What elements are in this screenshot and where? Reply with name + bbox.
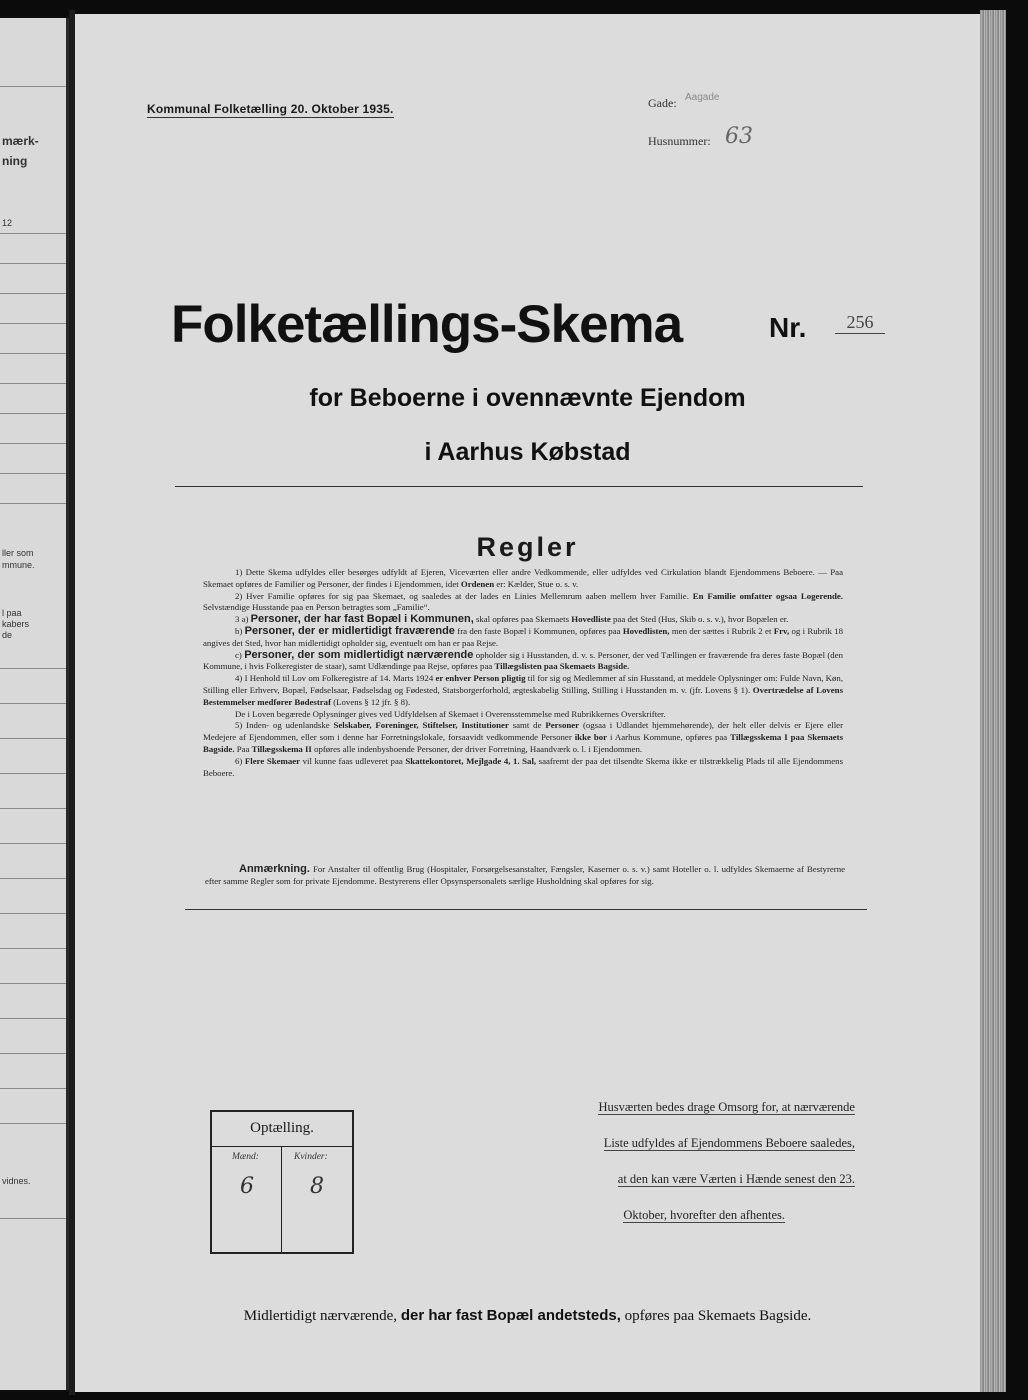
divider-bottom bbox=[185, 909, 867, 910]
husnummer-value: 63 bbox=[725, 124, 753, 149]
footer-note: Midlertidigt nærværende, der har fast Bopæl andetsteds, opføres paa Skemaets Bagside. bbox=[243, 1307, 812, 1324]
rule-3c: c) Personer, der som midlertidigt nærværende opholder sig i Husstanden, d. v. s. Personer, der ved Tællingen er fraværende fra deres faste Bopæl (den Kommune, i hvis Folkeregister de staar), samt Udlændinge paa Rejse, opføres paa Tillægslisten paa Skemaets Bagside. bbox=[203, 648, 843, 672]
optaelling-title: Optælling. bbox=[250, 1120, 314, 1136]
rule-6: 6) Flere Skemaer vil kunne faas udleveret paa Skattekontoret, Mejlgade 4, 1. Sal, saafremt der paa det tilsendte Skema ikke er tilstrækkelig Plads til alle Ejendommens Beboere. bbox=[203, 755, 843, 778]
rules-heading: Regler bbox=[476, 532, 579, 562]
left-fragment-text: kabers bbox=[2, 619, 30, 629]
page-stack-edge bbox=[980, 10, 1006, 1392]
notice-line-1: Husværten bedes drage Omsorg for, at nærværende bbox=[598, 1100, 855, 1114]
left-fragment-text: ller som bbox=[2, 548, 34, 558]
notice-line-2: Liste udfyldes af Ejendommens Beboere saaledes, bbox=[603, 1136, 855, 1150]
divider-top bbox=[175, 486, 863, 487]
kvinder-label: Kvinder: bbox=[294, 1152, 328, 1162]
left-fragment-text: de bbox=[2, 630, 13, 640]
left-fragment-text: 12 bbox=[2, 218, 13, 228]
rule-3b: b) Personer, der er midlertidigt fraværende fra den faste Bopæl i Kommunen, opføres paa Hovedlisten, men der sættes i Rubrik 2 et Frv, og i Rubrik 18 angives det Sted, hvor han midlertidigt opholder sig, eventuelt om han er paa Rejse. bbox=[203, 624, 843, 648]
optaelling-box bbox=[210, 1110, 354, 1254]
rule-2: 2) Hver Familie opføres for sig paa Skemaet, og saaledes at der lades en Linies Mellemrum aaben mellem hver Familie. En Familie omfatter ogsaa Logerende. Selvstændige Husstande paa en Person betragtes som „Familie“. bbox=[203, 590, 843, 613]
left-fragment-text: mærk- bbox=[2, 134, 39, 148]
census-header-line: Kommunal Folketælling 20. Oktober 1935. bbox=[147, 102, 394, 116]
rule-3a: 3 a) Personer, der har fast Bopæl i Kommunen, skal opføres paa Skemaets Hovedliste paa det Sted (Hus, Skib o. s. v.), hvor Bopælen er. bbox=[235, 613, 789, 626]
kvinder-count: 8 bbox=[310, 1174, 324, 1199]
left-page-fragment bbox=[0, 18, 69, 1390]
form-subtitle-1: for Beboerne i ovennævnte Ejendom bbox=[309, 384, 746, 412]
gade-label: Gade: bbox=[648, 96, 677, 110]
anmaerkning-label: Anmærkning. bbox=[239, 863, 310, 875]
form-title: Folketællings-Skema bbox=[171, 295, 683, 354]
rule-1: 1) Dette Skema udfyldes eller besørges udfyldt af Ejeren, Viceværten eller andre Vedkommende, eller udfyldes ved Cirkulation blandt Ejendommens Beboere. — Paa Skemaet opføres de Familier og Personer, der findes i Ejendommen, idet Ordenen er: Kælder, Stue o. s. v. bbox=[203, 567, 843, 589]
husnummer-label: Husnummer: bbox=[648, 134, 711, 148]
form-subtitle-2: i Aarhus Købstad bbox=[424, 438, 631, 466]
rule-4: 4) I Henhold til Lov om Folkeregistre af 14. Marts 1924 er enhver Person pligtig til for sig og Medlemmer af sin Husstand, at meddele Oplysninger om: Fulde Navn, Køn, Stilling eller Erhverv, Bopæl, Fødselsaar, Fødselsdag og Fødested, Statsborgerforhold, ægteskabelig Stilling, Stilling i Husstanden m. v. (jfr. Lovens § 1). Overtrædelse af Lovens Bestemmelser medfører Bødestraf (Lovens § 12 jfr. § 8). bbox=[203, 673, 844, 707]
rule-5: 5) Inden- og udenlandske Selskaber, Foreninger, Stiftelser, Institutioner samt de Personer (ogsaa i Udlandet hjemmehørende), der helt eller delvis er Ejere eller Medejere af Ejendommen, eller som i denne har Forretningslokale, forsaavidt vedkommende Personer ikke bor i Aarhus Kommune, opføres paa Tillægsskema I paa Skemaets Bagside. Paa Tillægsskema II opføres alle indenbysboende Personer, der driver Forretning, Haandværk o. l. i Ejendommen. bbox=[203, 720, 844, 754]
gade-value: Aagade bbox=[685, 92, 720, 103]
maend-label: Mænd: bbox=[232, 1152, 259, 1162]
census-form-page bbox=[75, 14, 980, 1392]
form-number: 256 bbox=[835, 312, 885, 334]
notice-line-3: at den kan være Værten i Hænde senest den 23. bbox=[617, 1172, 855, 1186]
rule-4-note: De i Loven begærede Oplysninger gives ved Udfyldelsen af Skemaet i Overensstemmelse med Rubrikkernes Overskrifter. bbox=[235, 708, 666, 719]
left-fragment-text: ning bbox=[2, 154, 28, 168]
anmaerkning-note bbox=[205, 864, 845, 888]
nr-label: Nr. bbox=[769, 312, 807, 343]
rules-text bbox=[203, 567, 843, 779]
left-fragment-text: vidnes. bbox=[2, 1176, 31, 1186]
anmaerkning-text: For Anstalter til offentlig Brug (Hospitaler, Forsørgelsesanstalter, Fængsler, Kaserner o. s. v.) samt Hoteller o. l. udfyldes Skemaerne af Bestyrerne efter samme Regler som for private Ejendomme. Bestyrerens eller Opsynspersonalets særlige Husholdning skal opføres for sig. bbox=[205, 864, 846, 886]
left-fragment-text: l paa bbox=[2, 608, 22, 618]
maend-count: 6 bbox=[240, 1174, 254, 1199]
left-fragment-text: mmune. bbox=[2, 560, 35, 570]
notice-line-4: Oktober, hvorefter den afhentes. bbox=[623, 1208, 785, 1222]
